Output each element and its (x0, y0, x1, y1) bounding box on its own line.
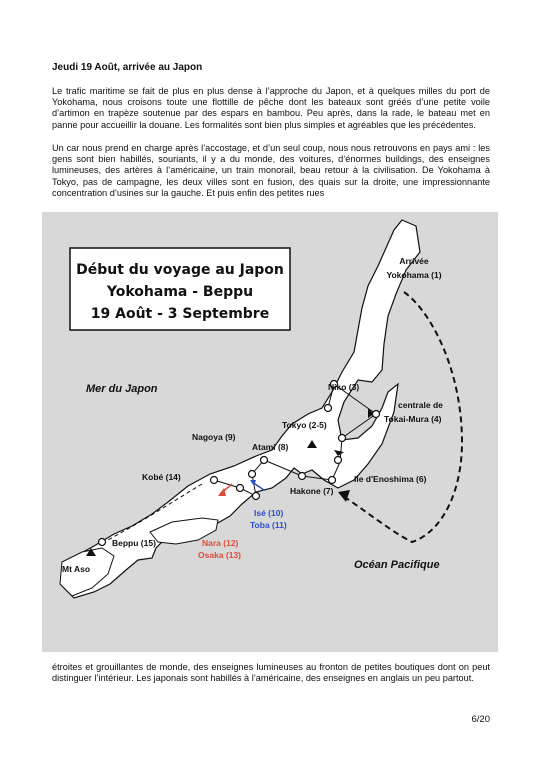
label-tokai: centrale de (398, 400, 443, 410)
label-toba: Toba (11) (250, 520, 287, 530)
page-heading: Jeudi 19 Août, arrivée au Japon (52, 62, 203, 73)
label-atami: Atami (8) (252, 442, 289, 452)
label-yokohama: Yokohama (1) (386, 270, 442, 280)
label-nara: Nara (12) (202, 538, 239, 548)
label-kobe: Kobé (14) (142, 472, 181, 482)
label-beppu: Beppu (15) (112, 538, 156, 548)
label-hakone: Hakone (7) (290, 486, 334, 496)
label-ise: Isé (10) (254, 508, 284, 518)
sea-label-west: Mer du Japon (86, 383, 158, 395)
page-number: 6/20 (471, 714, 490, 725)
label-niko: Niko (3) (328, 382, 360, 392)
label-osaka: Osaka (13) (198, 550, 241, 560)
label-tokai-mura: Tokai-Mura (4) (384, 414, 442, 424)
label-aso: Mt Aso (62, 564, 91, 574)
map-dates: 19 Août - 3 Septembre (90, 306, 270, 322)
label-enoshima: Ile d'Enoshima (6) (354, 474, 427, 484)
label-tokyo: Tokyo (2-5) (282, 420, 327, 430)
paragraph: Un car nous prend en charge après l’accostage, et d’un seul coup, nous nous retrouvons en pays ami : les gens sont bien habillés, souriants, il y a du monde, des voitures, d’énormes buildings, des enseignes lumineuses, des artères à l’américaine, un train monorail, beau retour à la civilisation. De Yokohama à Tokyo, pas de campagne, les deux villes sont en fusion, des quais sur la droite, une impressionnante concentration d’usines sur la gauche. Et puis enfin des petites rues (52, 143, 490, 198)
map-title: Début du voyage au Japon (76, 262, 284, 278)
map-subtitle: Yokohama - Beppu (106, 284, 254, 300)
label-arrivee: Arrivée (399, 256, 429, 266)
sea-label-east: Océan Pacifique (354, 559, 440, 571)
travel-map (42, 212, 498, 652)
paragraph: étroites et grouillantes de monde, des enseignes lumineuses au fronton de petites boutiques dont on peut distinguer l’intérieur. Les japonais sont habillés à l’américaine, des enseignes en anglais un peu partout. (52, 662, 490, 684)
label-nagoya: Nagoya (9) (192, 432, 236, 442)
paragraph: Le trafic maritime se fait de plus en plus dense à l’approche du Japon, et à quelques milles du port de Yokohama, nous croisons toute une flottille de pêche dont les bateaux sont gréés d’une petite voile d’artimon en trapèze soutenue par des espars en bambou. Peu après, dans la rade, le bateau met en panne pour accueillir la douane. Les formalités sont bien plus simples et agréables que les précédentes. (52, 86, 490, 130)
